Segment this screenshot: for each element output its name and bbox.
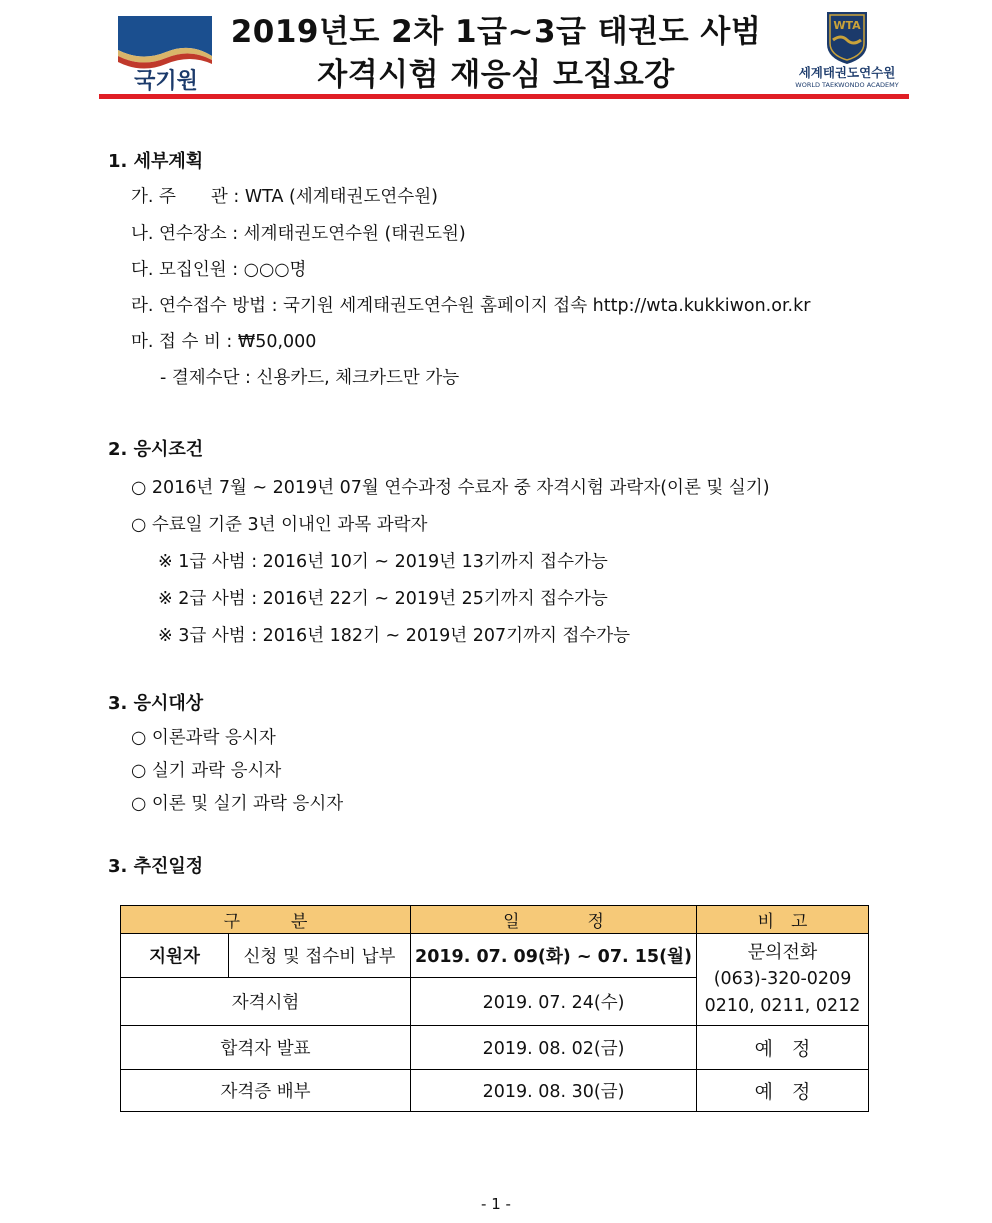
plan-item-payment: - 결제수단 : 신용카드, 체크카드만 가능 xyxy=(160,368,460,388)
condition-note-2: ※ 2급 사범 : 2016년 22기 ~ 2019년 25기까지 접수가능 xyxy=(158,589,608,609)
row-applicant-label: 지원자 xyxy=(121,934,229,978)
wta-badge-text: WTA xyxy=(833,19,861,32)
header-divider xyxy=(99,94,909,99)
table-row xyxy=(121,1026,869,1070)
row-exam-label: 자격시험 xyxy=(121,978,411,1026)
table-row xyxy=(121,1070,869,1112)
wta-logo-kr: 세계태권도연수원 xyxy=(798,65,896,80)
kukkiwon-logo-text: 국기원 xyxy=(134,69,198,92)
condition-item-2: ○ 수료일 기준 3년 이내인 과목 과락자 xyxy=(131,515,428,535)
header-category: 구 분 xyxy=(121,906,411,934)
plan-item-venue: 나. 연수장소 : 세계태권도연수원 (태권도원) xyxy=(131,224,466,244)
target-item-3: ○ 이론 및 실기 과락 응시자 xyxy=(131,794,344,814)
condition-note-1: ※ 1급 사범 : 2016년 10기 ~ 2019년 13기까지 접수가능 xyxy=(158,552,608,572)
schedule-table xyxy=(120,905,869,1112)
row-certificate-label: 자격증 배부 xyxy=(121,1070,411,1112)
row-results-date: 2019. 08. 02(금) xyxy=(411,1026,697,1070)
section-title-conditions: 2. 응시조건 xyxy=(108,439,204,460)
page-number: - 1 - xyxy=(481,1195,511,1213)
row-certificate-date: 2019. 08. 30(금) xyxy=(411,1070,697,1112)
contact-label: 문의전화 xyxy=(747,942,818,963)
row-applicant-desc: 신청 및 접수비 납부 xyxy=(229,934,411,978)
schedule-header-row xyxy=(121,906,869,934)
wta-logo xyxy=(783,10,911,90)
page-title-line1: 2019년도 2차 1급~3급 태권도 사범 xyxy=(230,14,762,50)
section-title-targets: 3. 응시대상 xyxy=(108,693,204,714)
target-item-2: ○ 실기 과락 응시자 xyxy=(131,761,282,781)
plan-item-registration: 라. 연수접수 방법 : 국기원 세계태권도연수원 홈페이지 접속 http://wta.kukkiwon.or.kr xyxy=(131,296,811,316)
plan-item-fee: 마. 접 수 비 : ₩50,000 xyxy=(131,332,317,352)
row-results-label: 합격자 발표 xyxy=(121,1026,411,1070)
condition-note-3: ※ 3급 사범 : 2016년 182기 ~ 2019년 207기까지 접수가능 xyxy=(158,626,631,646)
row-exam-date: 2019. 07. 24(수) xyxy=(411,978,697,1026)
page-title-line2: 자격시험 재응심 모집요강 xyxy=(317,57,675,93)
section-title-plan: 1. 세부계획 xyxy=(108,151,204,172)
condition-item-1: ○ 2016년 7월 ~ 2019년 07월 연수과정 수료자 중 자격시험 과락자(이론 및 실기) xyxy=(131,478,770,498)
row-results-note: 예 정 xyxy=(697,1026,869,1070)
contact-phone: (063)-320-0209 xyxy=(713,969,852,989)
target-item-1: ○ 이론과락 응시자 xyxy=(131,728,276,748)
plan-item-capacity: 다. 모집인원 : ○○○명 xyxy=(131,260,307,280)
contact-extensions: 0210, 0211, 0212 xyxy=(704,996,861,1016)
row-applicant-date: 2019. 07. 09(화) ~ 07. 15(월) xyxy=(411,934,697,978)
header-date: 일 정 xyxy=(411,906,697,934)
section-title-schedule: 3. 추진일정 xyxy=(108,856,204,877)
table-row xyxy=(121,934,869,978)
contact-cell xyxy=(697,934,869,1026)
header-note: 비 고 xyxy=(697,906,869,934)
plan-item-host: 가. 주 관 : WTA (세계태권도연수원) xyxy=(131,187,438,207)
wta-logo-en: WORLD TAEKWONDO ACADEMY xyxy=(795,81,899,89)
row-certificate-note: 예 정 xyxy=(697,1070,869,1112)
